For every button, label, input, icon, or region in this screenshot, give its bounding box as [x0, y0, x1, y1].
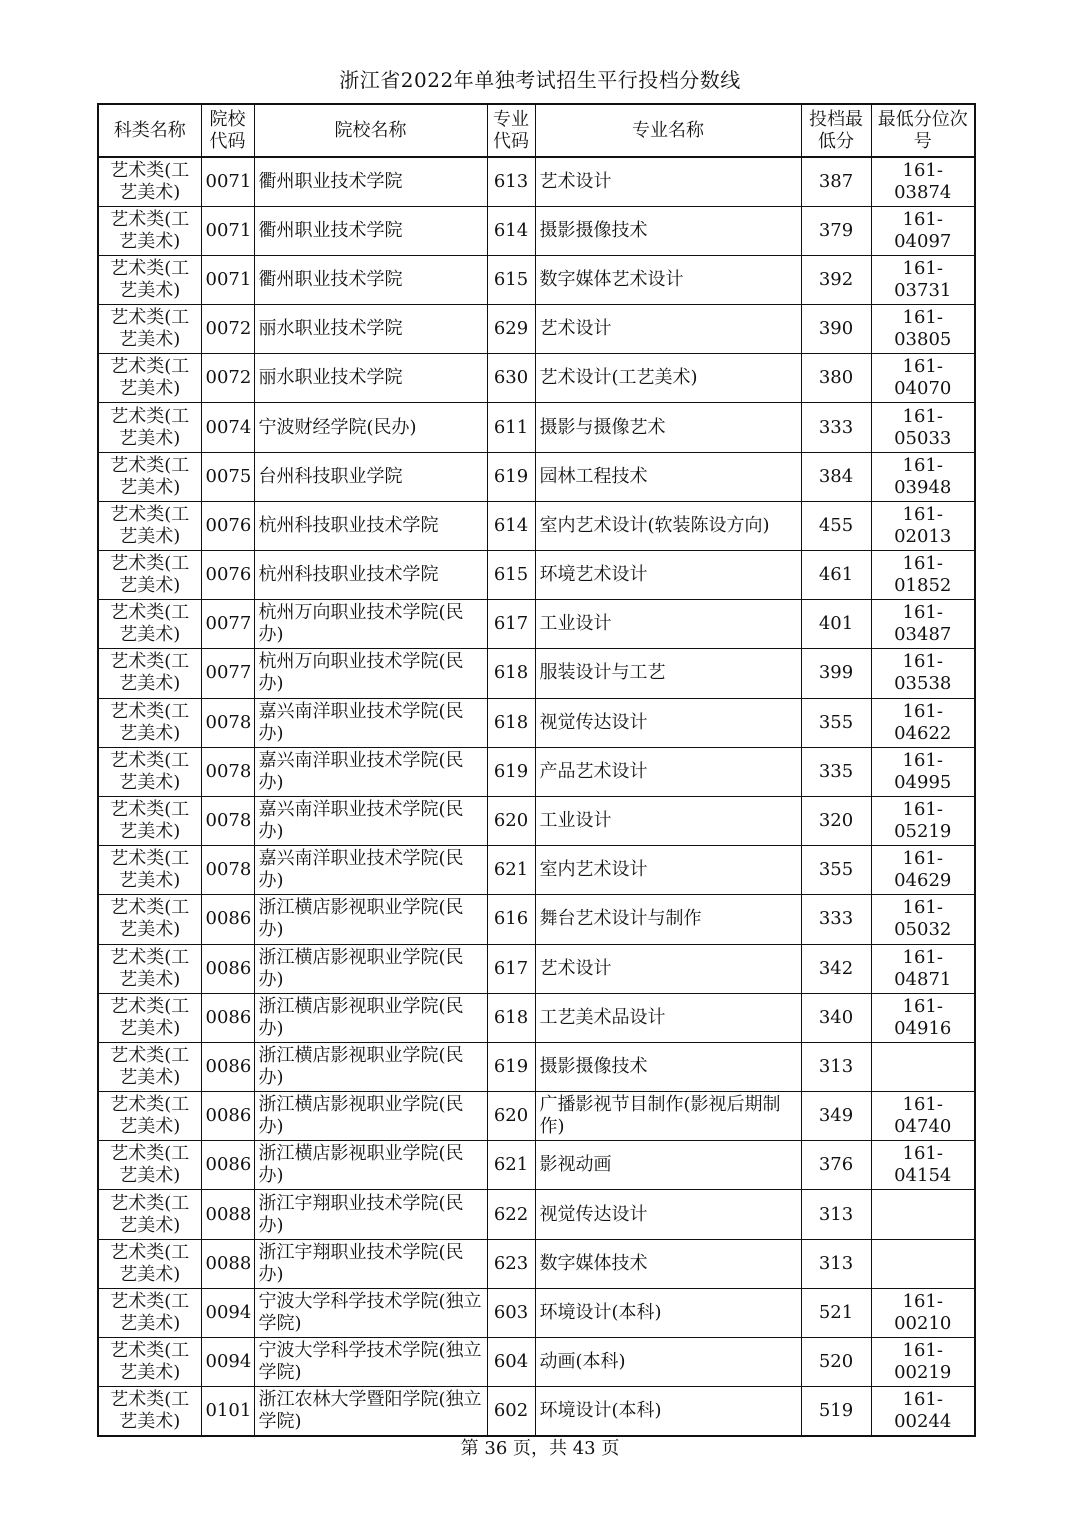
min-score-cell: 320	[801, 796, 871, 845]
min-rank-cell: 161-03948	[871, 452, 975, 501]
min-rank-cell: 161-02013	[871, 501, 975, 550]
table-body	[98, 157, 975, 1436]
school-name-cell: 浙江横店影视职业学院(民办)	[254, 1042, 487, 1091]
min-rank-cell	[871, 1190, 975, 1239]
school-name-cell: 嘉兴南洋职业技术学院(民办)	[254, 698, 487, 747]
major-name-cell: 产品艺术设计	[535, 747, 801, 796]
min-rank-cell: 161-00244	[871, 1387, 975, 1436]
major-code-cell: 615	[487, 255, 535, 304]
category-cell: 艺术类(工艺美术)	[98, 796, 201, 845]
min-score-cell: 401	[801, 600, 871, 649]
major-name-cell: 工艺美术品设计	[535, 993, 801, 1042]
school-name-cell: 杭州科技职业技术学院	[254, 551, 487, 600]
school-name-cell: 丽水职业技术学院	[254, 354, 487, 403]
major-name-cell: 服装设计与工艺	[535, 649, 801, 698]
major-name-cell: 视觉传达设计	[535, 1190, 801, 1239]
major-code-cell: 603	[487, 1288, 535, 1337]
major-code-cell: 614	[487, 206, 535, 255]
min-score-cell: 333	[801, 895, 871, 944]
table-row	[98, 501, 975, 550]
major-name-cell: 摄影与摄像艺术	[535, 403, 801, 452]
school-name-cell: 浙江横店影视职业学院(民办)	[254, 944, 487, 993]
school-code-cell: 0094	[201, 1338, 254, 1387]
min-rank-cell: 161-00219	[871, 1338, 975, 1387]
major-name-cell: 动画(本科)	[535, 1338, 801, 1387]
school-code-cell: 0071	[201, 255, 254, 304]
table-row	[98, 1338, 975, 1387]
category-cell: 艺术类(工艺美术)	[98, 452, 201, 501]
category-cell: 艺术类(工艺美术)	[98, 1190, 201, 1239]
table-row	[98, 403, 975, 452]
school-code-cell: 0086	[201, 895, 254, 944]
header-school-code: 院校代码	[201, 104, 254, 157]
page-footer: 第 36 页，共 43 页	[460, 1438, 620, 1459]
category-cell: 艺术类(工艺美术)	[98, 354, 201, 403]
school-code-cell: 0078	[201, 698, 254, 747]
school-code-cell: 0075	[201, 452, 254, 501]
school-code-cell: 0076	[201, 501, 254, 550]
category-cell: 艺术类(工艺美术)	[98, 1288, 201, 1337]
table-row	[98, 1190, 975, 1239]
school-code-cell: 0086	[201, 1042, 254, 1091]
school-name-cell: 宁波财经学院(民办)	[254, 403, 487, 452]
table-row	[98, 305, 975, 354]
min-score-cell: 379	[801, 206, 871, 255]
school-code-cell: 0078	[201, 846, 254, 895]
category-cell: 艺术类(工艺美术)	[98, 157, 201, 206]
school-name-cell: 宁波大学科学技术学院(独立学院)	[254, 1338, 487, 1387]
category-cell: 艺术类(工艺美术)	[98, 255, 201, 304]
major-code-cell: 621	[487, 846, 535, 895]
major-code-cell: 617	[487, 944, 535, 993]
min-rank-cell: 161-00210	[871, 1288, 975, 1337]
major-code-cell: 618	[487, 698, 535, 747]
major-name-cell: 摄影摄像技术	[535, 206, 801, 255]
category-cell: 艺术类(工艺美术)	[98, 698, 201, 747]
school-code-cell: 0071	[201, 157, 254, 206]
min-score-cell: 380	[801, 354, 871, 403]
score-table	[97, 103, 976, 1437]
header-major-code: 专业代码	[487, 104, 535, 157]
min-score-cell: 342	[801, 944, 871, 993]
table-row	[98, 1042, 975, 1091]
table-row	[98, 354, 975, 403]
table-row	[98, 1092, 975, 1141]
major-code-cell: 614	[487, 501, 535, 550]
table-row	[98, 649, 975, 698]
school-name-cell: 台州科技职业学院	[254, 452, 487, 501]
school-name-cell: 衢州职业技术学院	[254, 255, 487, 304]
school-code-cell: 0078	[201, 747, 254, 796]
table-row	[98, 157, 975, 206]
school-code-cell: 0072	[201, 354, 254, 403]
school-name-cell: 丽水职业技术学院	[254, 305, 487, 354]
category-cell: 艺术类(工艺美术)	[98, 649, 201, 698]
min-score-cell: 355	[801, 698, 871, 747]
school-code-cell: 0077	[201, 600, 254, 649]
min-score-cell: 390	[801, 305, 871, 354]
table-row	[98, 452, 975, 501]
min-score-cell: 355	[801, 846, 871, 895]
school-code-cell: 0086	[201, 993, 254, 1042]
major-name-cell: 数字媒体艺术设计	[535, 255, 801, 304]
min-score-cell: 399	[801, 649, 871, 698]
major-name-cell: 艺术设计(工艺美术)	[535, 354, 801, 403]
major-code-cell: 619	[487, 1042, 535, 1091]
min-score-cell: 349	[801, 1092, 871, 1141]
min-score-cell: 313	[801, 1042, 871, 1091]
min-rank-cell: 161-04622	[871, 698, 975, 747]
major-code-cell: 615	[487, 551, 535, 600]
min-score-cell: 384	[801, 452, 871, 501]
major-name-cell: 广播影视节目制作(影视后期制作)	[535, 1092, 801, 1141]
school-code-cell: 0078	[201, 796, 254, 845]
major-code-cell: 616	[487, 895, 535, 944]
major-name-cell: 环境设计(本科)	[535, 1288, 801, 1337]
min-rank-cell	[871, 1042, 975, 1091]
table-row	[98, 796, 975, 845]
table-row	[98, 993, 975, 1042]
min-rank-cell: 161-04740	[871, 1092, 975, 1141]
major-name-cell: 室内艺术设计	[535, 846, 801, 895]
table-row	[98, 895, 975, 944]
school-code-cell: 0086	[201, 1141, 254, 1190]
min-score-cell: 376	[801, 1141, 871, 1190]
table-row	[98, 944, 975, 993]
category-cell: 艺术类(工艺美术)	[98, 1239, 201, 1288]
major-code-cell: 618	[487, 649, 535, 698]
major-name-cell: 园林工程技术	[535, 452, 801, 501]
school-name-cell: 杭州万向职业技术学院(民办)	[254, 600, 487, 649]
major-code-cell: 620	[487, 1092, 535, 1141]
school-code-cell: 0086	[201, 944, 254, 993]
min-rank-cell	[871, 1239, 975, 1288]
min-rank-cell: 161-03874	[871, 157, 975, 206]
school-name-cell: 嘉兴南洋职业技术学院(民办)	[254, 747, 487, 796]
min-score-cell: 519	[801, 1387, 871, 1436]
school-name-cell: 浙江横店影视职业学院(民办)	[254, 1092, 487, 1141]
school-name-cell: 衢州职业技术学院	[254, 206, 487, 255]
school-code-cell: 0071	[201, 206, 254, 255]
major-name-cell: 视觉传达设计	[535, 698, 801, 747]
category-cell: 艺术类(工艺美术)	[98, 305, 201, 354]
table-row	[98, 1387, 975, 1436]
school-name-cell: 浙江横店影视职业学院(民办)	[254, 895, 487, 944]
school-name-cell: 杭州科技职业技术学院	[254, 501, 487, 550]
category-cell: 艺术类(工艺美术)	[98, 600, 201, 649]
min-score-cell: 455	[801, 501, 871, 550]
category-cell: 艺术类(工艺美术)	[98, 846, 201, 895]
category-cell: 艺术类(工艺美术)	[98, 1338, 201, 1387]
major-code-cell: 613	[487, 157, 535, 206]
school-code-cell: 0086	[201, 1092, 254, 1141]
major-code-cell: 619	[487, 747, 535, 796]
min-score-cell: 520	[801, 1338, 871, 1387]
school-code-cell: 0101	[201, 1387, 254, 1436]
school-name-cell: 衢州职业技术学院	[254, 157, 487, 206]
category-cell: 艺术类(工艺美术)	[98, 993, 201, 1042]
min-rank-cell: 161-03805	[871, 305, 975, 354]
school-name-cell: 浙江宇翔职业技术学院(民办)	[254, 1190, 487, 1239]
min-rank-cell: 161-01852	[871, 551, 975, 600]
header-min-rank: 最低分位次号	[871, 104, 975, 157]
min-rank-cell: 161-04070	[871, 354, 975, 403]
table-header-row	[98, 104, 975, 157]
table-row	[98, 1239, 975, 1288]
major-code-cell: 630	[487, 354, 535, 403]
min-score-cell: 335	[801, 747, 871, 796]
major-code-cell: 623	[487, 1239, 535, 1288]
category-cell: 艺术类(工艺美术)	[98, 895, 201, 944]
min-rank-cell: 161-03487	[871, 600, 975, 649]
category-cell: 艺术类(工艺美术)	[98, 551, 201, 600]
major-name-cell: 艺术设计	[535, 157, 801, 206]
school-name-cell: 杭州万向职业技术学院(民办)	[254, 649, 487, 698]
major-code-cell: 619	[487, 452, 535, 501]
min-score-cell: 313	[801, 1239, 871, 1288]
min-score-cell: 333	[801, 403, 871, 452]
min-score-cell: 521	[801, 1288, 871, 1337]
school-name-cell: 浙江横店影视职业学院(民办)	[254, 1141, 487, 1190]
major-code-cell: 602	[487, 1387, 535, 1436]
major-name-cell: 数字媒体技术	[535, 1239, 801, 1288]
major-name-cell: 影视动画	[535, 1141, 801, 1190]
min-rank-cell: 161-04916	[871, 993, 975, 1042]
min-score-cell: 340	[801, 993, 871, 1042]
school-code-cell: 0088	[201, 1239, 254, 1288]
school-code-cell: 0077	[201, 649, 254, 698]
min-rank-cell: 161-03731	[871, 255, 975, 304]
category-cell: 艺术类(工艺美术)	[98, 747, 201, 796]
min-rank-cell: 161-04629	[871, 846, 975, 895]
school-code-cell: 0074	[201, 403, 254, 452]
school-code-cell: 0088	[201, 1190, 254, 1239]
category-cell: 艺术类(工艺美术)	[98, 944, 201, 993]
min-rank-cell: 161-04871	[871, 944, 975, 993]
header-category: 科类名称	[98, 104, 201, 157]
major-code-cell: 617	[487, 600, 535, 649]
category-cell: 艺术类(工艺美术)	[98, 1387, 201, 1436]
school-code-cell: 0076	[201, 551, 254, 600]
major-code-cell: 621	[487, 1141, 535, 1190]
major-code-cell: 629	[487, 305, 535, 354]
table-row	[98, 1288, 975, 1337]
min-rank-cell: 161-05033	[871, 403, 975, 452]
min-rank-cell: 161-04154	[871, 1141, 975, 1190]
school-name-cell: 浙江横店影视职业学院(民办)	[254, 993, 487, 1042]
min-rank-cell: 161-05032	[871, 895, 975, 944]
header-major-name: 专业名称	[535, 104, 801, 157]
school-name-cell: 嘉兴南洋职业技术学院(民办)	[254, 846, 487, 895]
min-rank-cell: 161-04097	[871, 206, 975, 255]
major-name-cell: 摄影摄像技术	[535, 1042, 801, 1091]
school-code-cell: 0094	[201, 1288, 254, 1337]
major-name-cell: 环境设计(本科)	[535, 1387, 801, 1436]
min-score-cell: 313	[801, 1190, 871, 1239]
min-rank-cell: 161-05219	[871, 796, 975, 845]
table-row	[98, 747, 975, 796]
min-score-cell: 461	[801, 551, 871, 600]
min-rank-cell: 161-03538	[871, 649, 975, 698]
major-code-cell: 620	[487, 796, 535, 845]
category-cell: 艺术类(工艺美术)	[98, 501, 201, 550]
min-rank-cell: 161-04995	[871, 747, 975, 796]
category-cell: 艺术类(工艺美术)	[98, 1092, 201, 1141]
major-code-cell: 618	[487, 993, 535, 1042]
category-cell: 艺术类(工艺美术)	[98, 206, 201, 255]
major-name-cell: 室内艺术设计(软装陈设方向)	[535, 501, 801, 550]
major-code-cell: 622	[487, 1190, 535, 1239]
major-name-cell: 舞台艺术设计与制作	[535, 895, 801, 944]
table-row	[98, 255, 975, 304]
major-code-cell: 604	[487, 1338, 535, 1387]
table-row	[98, 846, 975, 895]
major-name-cell: 工业设计	[535, 796, 801, 845]
major-name-cell: 艺术设计	[535, 305, 801, 354]
school-name-cell: 浙江农林大学暨阳学院(独立学院)	[254, 1387, 487, 1436]
table-row	[98, 1141, 975, 1190]
category-cell: 艺术类(工艺美术)	[98, 403, 201, 452]
min-score-cell: 392	[801, 255, 871, 304]
table-row	[98, 551, 975, 600]
category-cell: 艺术类(工艺美术)	[98, 1042, 201, 1091]
major-name-cell: 艺术设计	[535, 944, 801, 993]
major-name-cell: 工业设计	[535, 600, 801, 649]
table-row	[98, 206, 975, 255]
school-name-cell: 宁波大学科学技术学院(独立学院)	[254, 1288, 487, 1337]
table-row	[98, 600, 975, 649]
school-name-cell: 嘉兴南洋职业技术学院(民办)	[254, 796, 487, 845]
major-code-cell: 611	[487, 403, 535, 452]
major-name-cell: 环境艺术设计	[535, 551, 801, 600]
page-title: 浙江省2022年单独考试招生平行投档分数线	[339, 68, 741, 92]
school-name-cell: 浙江宇翔职业技术学院(民办)	[254, 1239, 487, 1288]
header-school-name: 院校名称	[254, 104, 487, 157]
table-row	[98, 698, 975, 747]
category-cell: 艺术类(工艺美术)	[98, 1141, 201, 1190]
school-code-cell: 0072	[201, 305, 254, 354]
min-score-cell: 387	[801, 157, 871, 206]
header-min-score: 投档最低分	[801, 104, 871, 157]
